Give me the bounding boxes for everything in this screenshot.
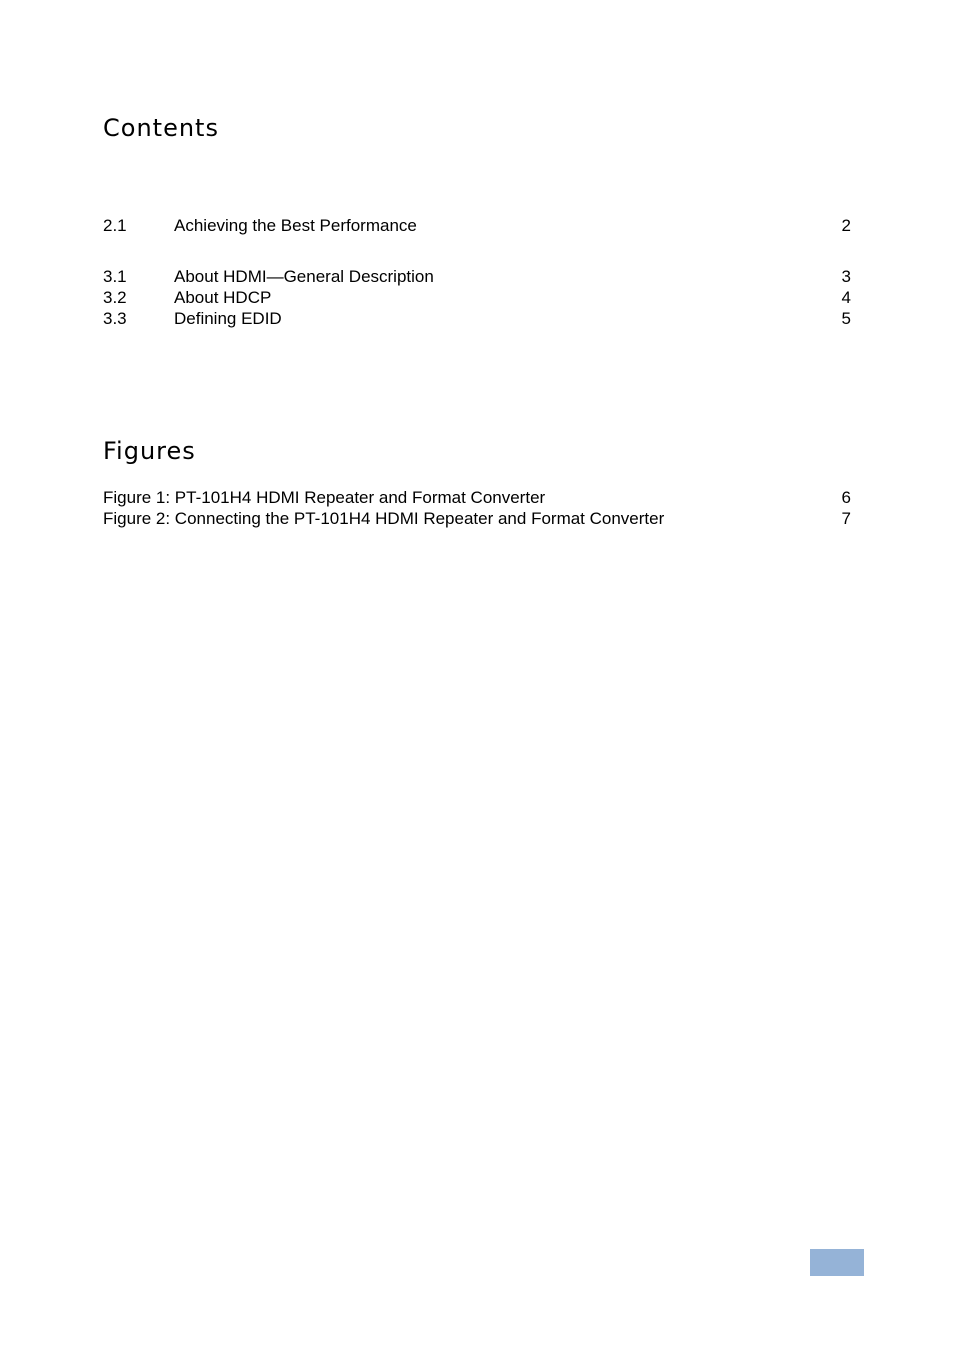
toc-entry-3-1[interactable]: [103, 266, 851, 287]
toc-entry-3-3[interactable]: [103, 308, 851, 329]
contents-heading: Contents: [103, 114, 219, 142]
toc-entry-3-2[interactable]: [103, 287, 851, 308]
figure-entry-2[interactable]: [103, 508, 851, 529]
toc-entry-page: 4: [841, 288, 851, 307]
toc-entry-number: 2.1: [103, 216, 127, 235]
toc-entry-2-1[interactable]: [103, 215, 851, 236]
toc-entry-number: 3.3: [103, 309, 127, 328]
figure-entry-title: Figure 2: Connecting the PT-101H4 HDMI Repeater and Format Converter: [103, 509, 665, 528]
toc-entry-title: About HDMI—General Description: [174, 267, 434, 286]
figure-entry-page: 7: [841, 509, 851, 528]
figures-heading: Figures: [103, 437, 196, 465]
figure-entry-page: 6: [841, 488, 851, 507]
page-number-tab: [810, 1249, 864, 1276]
figure-entry-1[interactable]: [103, 487, 851, 508]
toc-entry-page: 3: [841, 267, 851, 286]
toc-entry-page: 2: [841, 216, 851, 235]
toc-entry-title: Defining EDID: [174, 309, 282, 328]
toc-entry-page: 5: [841, 309, 851, 328]
figure-entry-title: Figure 1: PT-101H4 HDMI Repeater and Format Converter: [103, 488, 546, 507]
toc-entry-number: 3.2: [103, 288, 127, 307]
toc-entry-title: About HDCP: [174, 288, 272, 307]
toc-entry-title: Achieving the Best Performance: [174, 216, 417, 235]
toc-entry-number: 3.1: [103, 267, 127, 286]
